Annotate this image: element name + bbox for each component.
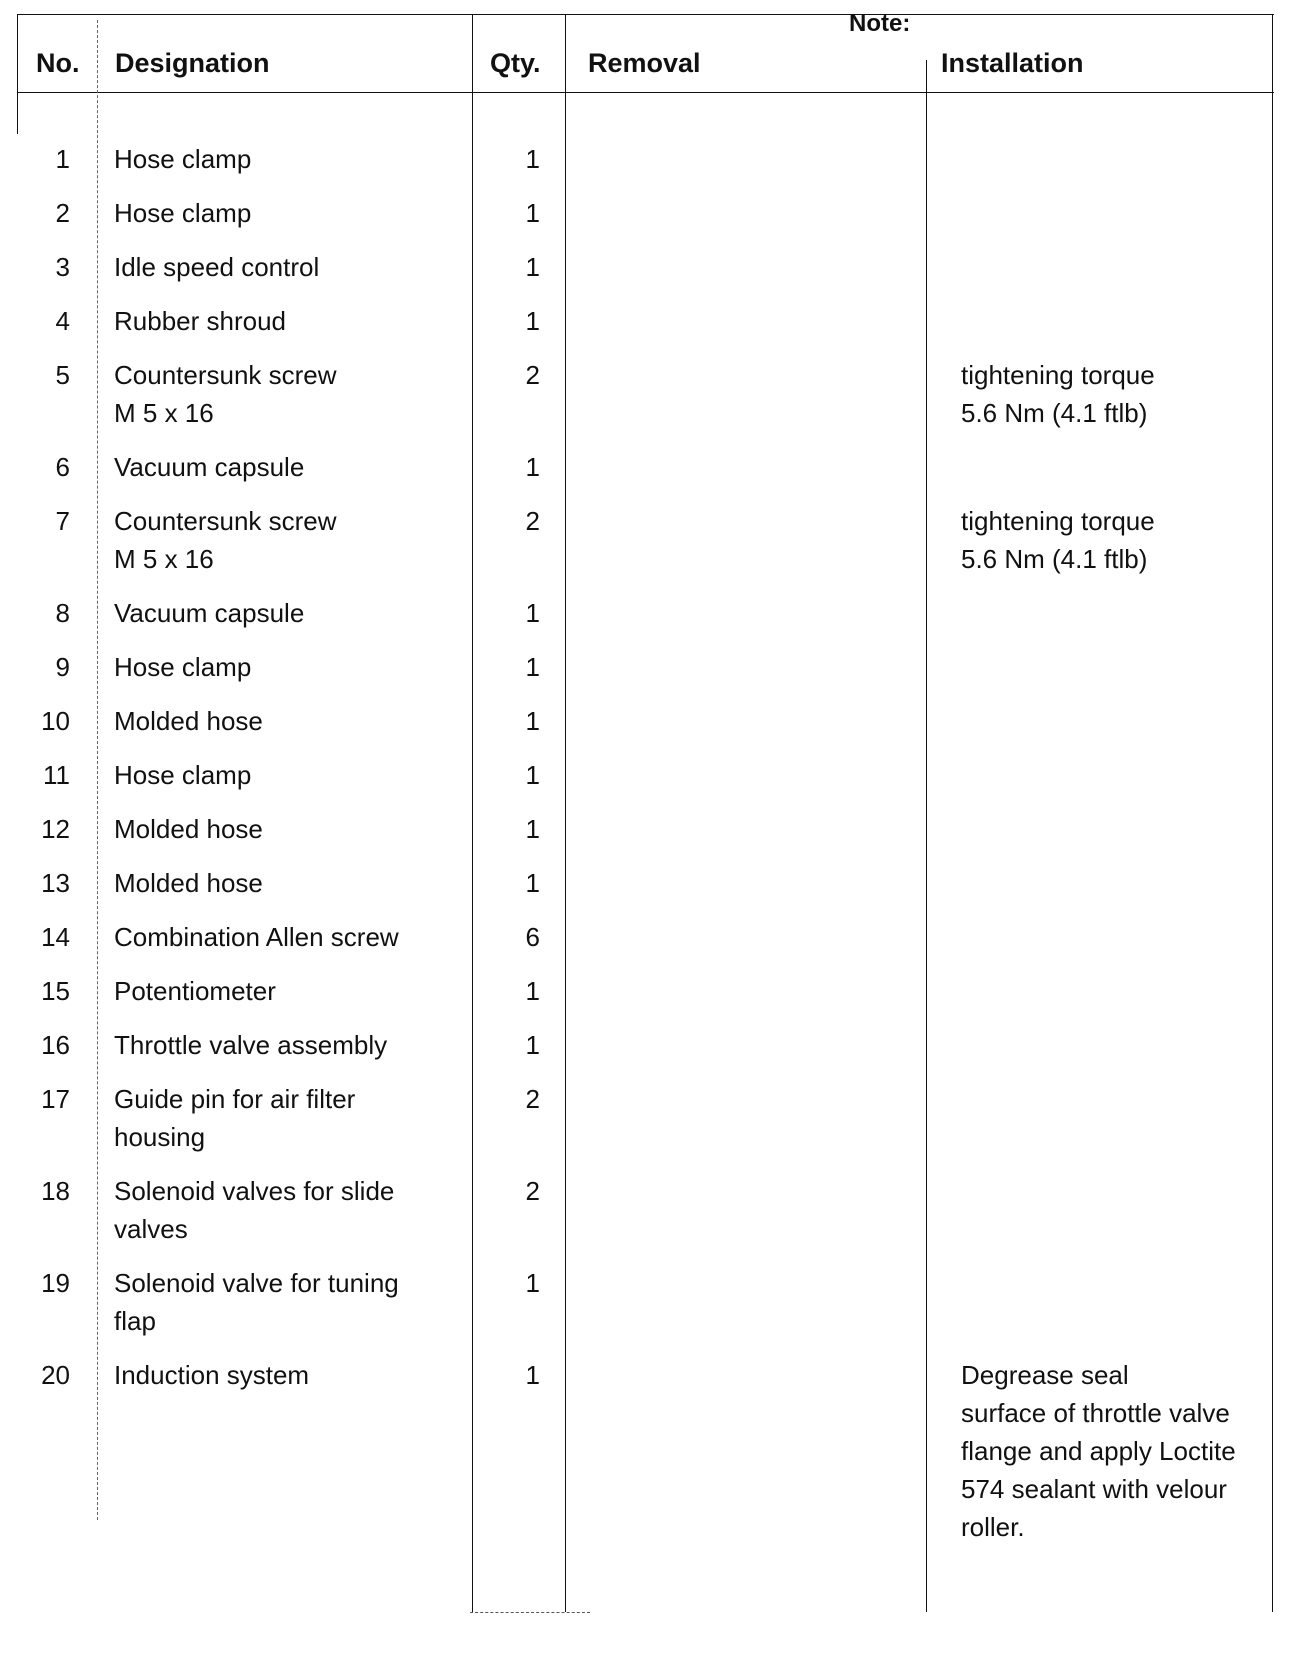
- row-designation: Molded hose: [114, 868, 263, 898]
- table-top-border: [18, 14, 1274, 15]
- table-bottom-mark: [470, 1612, 590, 1613]
- row-designation: Solenoid valve for tuning flap: [114, 1268, 399, 1336]
- row-designation: Molded hose: [114, 706, 263, 736]
- row-designation: Combination Allen screw: [114, 922, 399, 952]
- row-number: 19: [41, 1268, 70, 1298]
- table-row: [0, 594, 1312, 648]
- row-quantity: 1: [525, 452, 540, 482]
- row-number: 9: [55, 652, 70, 682]
- table-row: [0, 194, 1312, 248]
- table-row: [0, 810, 1312, 864]
- row-number: 5: [55, 360, 70, 390]
- row-quantity: 1: [525, 252, 540, 282]
- row-designation: Potentiometer: [114, 976, 276, 1006]
- row-designation: Induction system: [114, 1360, 310, 1390]
- table-body: [0, 140, 1312, 1556]
- table-row: [0, 918, 1312, 972]
- row-quantity: 2: [525, 506, 540, 536]
- row-quantity: 6: [525, 922, 540, 952]
- table-row: [0, 1026, 1312, 1080]
- row-quantity: 1: [525, 760, 540, 790]
- table-row: [0, 1356, 1312, 1556]
- table-row: [0, 756, 1312, 810]
- header-bottom-border: [18, 92, 1274, 93]
- row-designation: Solenoid valves for slide valves: [114, 1176, 395, 1244]
- table-row: [0, 1172, 1312, 1264]
- row-designation: Vacuum capsule: [114, 452, 305, 482]
- row-quantity: 1: [525, 706, 540, 736]
- row-designation: Throttle valve assembly: [114, 1030, 388, 1060]
- row-quantity: 1: [525, 976, 540, 1006]
- row-quantity: 1: [525, 144, 540, 174]
- row-designation: Idle speed control: [114, 252, 320, 282]
- row-number: 4: [55, 306, 70, 336]
- row-quantity: 1: [525, 814, 540, 844]
- row-quantity: 2: [525, 1084, 540, 1114]
- row-designation: Vacuum capsule: [114, 598, 305, 628]
- row-number: 3: [55, 252, 70, 282]
- table-row: [0, 972, 1312, 1026]
- row-quantity: 1: [525, 1360, 540, 1390]
- row-number: 15: [41, 976, 70, 1006]
- row-number: 2: [55, 198, 70, 228]
- header-installation: Installation: [941, 48, 1084, 78]
- table-row: [0, 1080, 1312, 1172]
- row-designation: Hose clamp: [114, 760, 252, 790]
- row-designation: Hose clamp: [114, 652, 252, 682]
- row-installation-note: tightening torque 5.6 Nm (4.1 ftlb): [961, 360, 1155, 428]
- table-row: [0, 864, 1312, 918]
- row-number: 13: [41, 868, 70, 898]
- table-row: [0, 448, 1312, 502]
- row-quantity: 1: [525, 652, 540, 682]
- table-left-border: [17, 14, 18, 134]
- header-removal: Removal: [588, 48, 701, 78]
- row-designation: Hose clamp: [114, 198, 252, 228]
- row-quantity: 2: [525, 360, 540, 390]
- row-quantity: 2: [525, 1176, 540, 1206]
- row-number: 14: [41, 922, 70, 952]
- row-designation: Hose clamp: [114, 144, 252, 174]
- row-quantity: 1: [525, 868, 540, 898]
- row-quantity: 1: [525, 1268, 540, 1298]
- table-row: [0, 356, 1312, 448]
- row-number: 10: [41, 706, 70, 736]
- table-row: [0, 1264, 1312, 1356]
- row-number: 1: [55, 144, 70, 174]
- row-designation: Countersunk screw M 5 x 16: [114, 506, 337, 574]
- row-designation: Guide pin for air filter housing: [114, 1084, 356, 1152]
- row-number: 7: [55, 506, 70, 536]
- row-quantity: 1: [525, 306, 540, 336]
- table-row: [0, 502, 1312, 594]
- row-quantity: 1: [525, 598, 540, 628]
- table-row: [0, 140, 1312, 194]
- table-row: [0, 248, 1312, 302]
- table-row: [0, 648, 1312, 702]
- header-designation: Designation: [115, 48, 270, 78]
- row-quantity: 1: [525, 198, 540, 228]
- table-row: [0, 302, 1312, 356]
- row-designation: Molded hose: [114, 814, 263, 844]
- row-number: 6: [55, 452, 70, 482]
- row-number: 17: [41, 1084, 70, 1114]
- row-number: 20: [41, 1360, 70, 1390]
- row-number: 8: [55, 598, 70, 628]
- row-number: 18: [41, 1176, 70, 1206]
- row-number: 11: [43, 760, 70, 790]
- row-installation-note: tightening torque 5.6 Nm (4.1 ftlb): [961, 506, 1155, 574]
- row-quantity: 1: [525, 1030, 540, 1060]
- row-designation: Countersunk screw M 5 x 16: [114, 360, 337, 428]
- row-number: 12: [41, 814, 70, 844]
- row-installation-note: Degrease seal surface of throttle valve flange and apply Loctite 574 sealant with velour roller.: [961, 1360, 1236, 1542]
- header-no: No.: [36, 48, 80, 78]
- row-designation: Rubber shroud: [114, 306, 286, 336]
- header-qty: Qty.: [490, 48, 541, 78]
- table-row: [0, 702, 1312, 756]
- row-number: 16: [41, 1030, 70, 1060]
- note-label: Note:: [849, 10, 911, 37]
